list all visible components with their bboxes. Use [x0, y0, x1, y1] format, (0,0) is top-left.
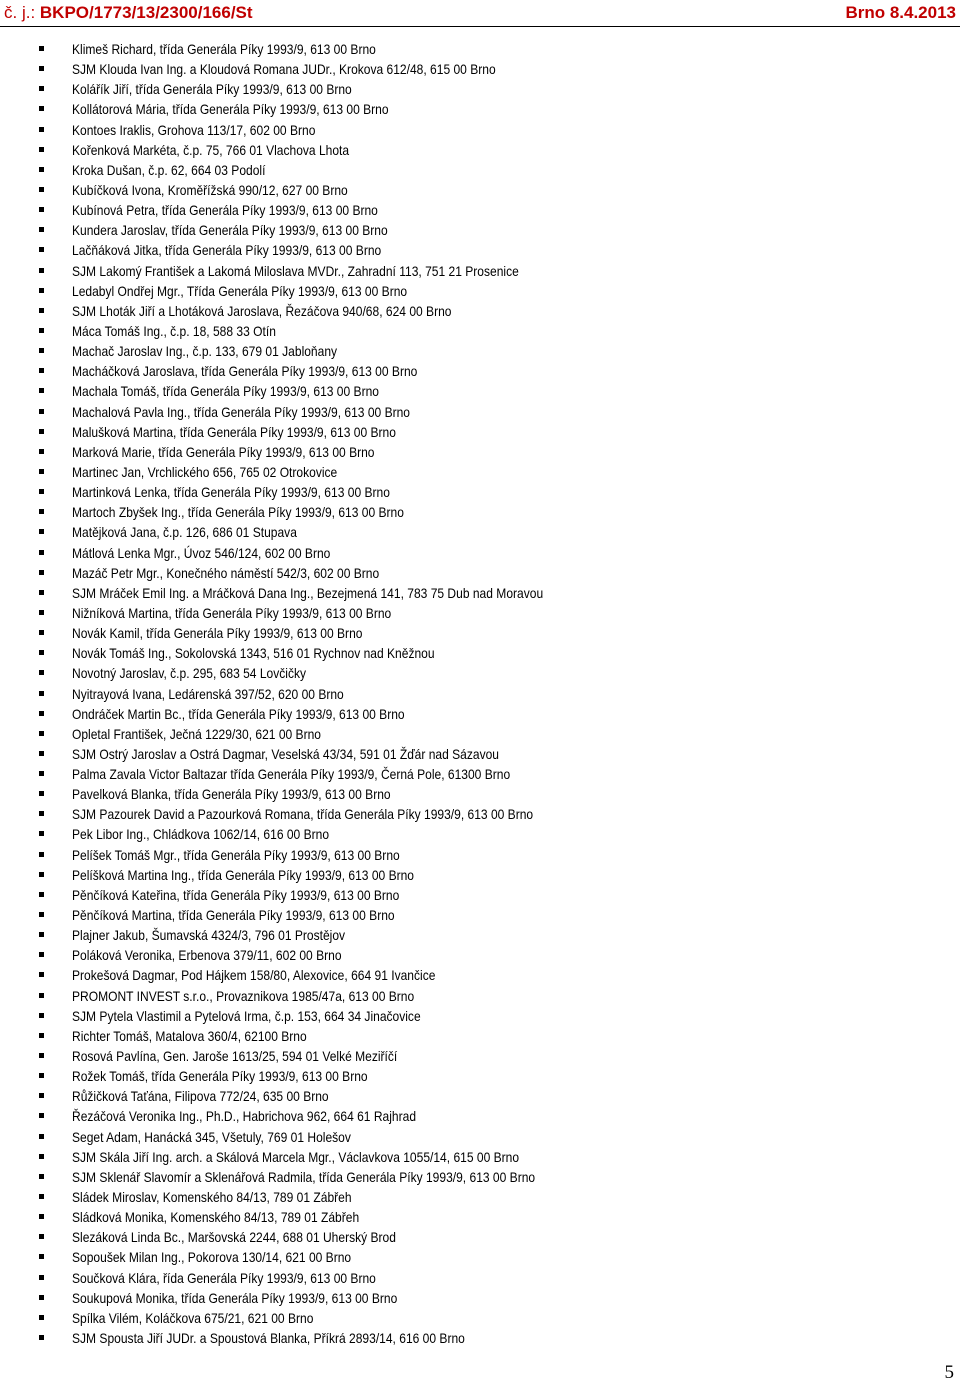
list-item — [0, 1288, 940, 1308]
list-item-text: Pěnčíková Martina, třída Generála Píky 1993/9, 613 00 Brno — [72, 907, 395, 924]
square-bullet-icon — [39, 892, 44, 897]
list-item-text: Macháčková Jaroslava, třída Generála Píky 1993/9, 613 00 Brno — [72, 363, 418, 380]
square-bullet-icon — [39, 650, 44, 655]
list-item-text: Novák Kamil, třída Generála Píky 1993/9, 613 00 Brno — [72, 625, 363, 642]
list-item — [0, 39, 940, 59]
list-item — [0, 764, 940, 784]
list-item-text: Ledabyl Ondřej Mgr., Třída Generála Píky 1993/9, 613 00 Brno — [72, 282, 408, 299]
list-item — [0, 744, 940, 764]
list-item — [0, 442, 940, 462]
list-item — [0, 200, 940, 220]
list-item-text: Slezáková Linda Bc., Maršovská 2244, 688 01 Uherský Brod — [72, 1229, 396, 1246]
list-item — [0, 522, 940, 542]
list-item-text: Klimeš Richard, třída Generála Píky 1993/9, 613 00 Brno — [72, 41, 376, 57]
list-item-text: Marková Marie, třída Generála Píky 1993/9, 613 00 Brno — [72, 443, 375, 460]
list-item — [0, 1247, 940, 1267]
square-bullet-icon — [39, 529, 44, 534]
list-item — [0, 1268, 940, 1288]
list-item-text: SJM Pytela Vlastimil a Pytelová Irma, č.p. 153, 664 34 Jinačovice — [72, 1007, 421, 1024]
list-item — [0, 603, 940, 623]
list-item-text: Kroka Dušan, č.p. 62, 664 03 Podolí — [72, 161, 266, 178]
square-bullet-icon — [39, 751, 44, 756]
square-bullet-icon — [39, 247, 44, 252]
square-bullet-icon — [39, 691, 44, 696]
list-item — [0, 925, 940, 945]
list-item — [0, 1086, 940, 1106]
list-item-text: SJM Mráček Emil Ing. a Mráčková Dana Ing., Bezejmená 141, 783 75 Dub nad Moravou — [72, 584, 544, 601]
list-item — [0, 804, 940, 824]
list-item-text: Plajner Jakub, Šumavská 4324/3, 796 01 Prostějov — [72, 927, 346, 944]
list-item-text: Mátlová Lenka Mgr., Úvoz 546/124, 602 00 Brno — [72, 544, 331, 561]
list-item — [0, 663, 940, 683]
square-bullet-icon — [39, 388, 44, 393]
square-bullet-icon — [39, 731, 44, 736]
page-number: 5 — [944, 1362, 954, 1383]
list-item-text: Pavelková Blanka, třída Generála Píky 1993/9, 613 00 Brno — [72, 786, 391, 803]
list-item — [0, 1227, 940, 1247]
square-bullet-icon — [39, 791, 44, 796]
list-item-text: Martinková Lenka, třída Generála Píky 1993/9, 613 00 Brno — [72, 484, 390, 501]
list-item-text: Martoch Zbyšek Ing., třída Generála Píky 1993/9, 613 00 Brno — [72, 504, 404, 521]
list-item — [0, 79, 940, 99]
list-item — [0, 1106, 940, 1126]
square-bullet-icon — [39, 127, 44, 132]
list-item-text: Součková Klára, řída Generála Píky 1993/9, 613 00 Brno — [72, 1269, 376, 1286]
list-item-text: Sládek Miroslav, Komenského 84/13, 789 01 Zábřeh — [72, 1189, 352, 1206]
list-item — [0, 160, 940, 180]
list-item — [0, 1328, 940, 1348]
square-bullet-icon — [39, 1234, 44, 1239]
square-bullet-icon — [39, 1214, 44, 1219]
list-item-text: Sopoušek Milan Ing., Pokorova 130/14, 621 00 Brno — [72, 1249, 352, 1266]
list-item — [0, 845, 940, 865]
square-bullet-icon — [39, 610, 44, 615]
list-item — [0, 784, 940, 804]
square-bullet-icon — [39, 1073, 44, 1078]
square-bullet-icon — [39, 852, 44, 857]
list-item — [0, 1046, 940, 1066]
list-item — [0, 583, 940, 603]
list-item-text: Pelíšek Tomáš Mgr., třída Generála Píky 1993/9, 613 00 Brno — [72, 846, 400, 863]
reference-prefix: č. j.: — [4, 3, 40, 22]
list-item-text: Martinec Jan, Vrchlického 656, 765 02 Otrokovice — [72, 463, 338, 480]
list-item — [0, 865, 940, 885]
list-item-text: Máca Tomáš Ing., č.p. 18, 588 33 Otín — [72, 322, 276, 339]
list-item-text: Pek Libor Ing., Chládkova 1062/14, 616 00 Brno — [72, 826, 330, 843]
list-item-text: PROMONT INVEST s.r.o., Provaznikova 1985/47a, 613 00 Brno — [72, 987, 415, 1004]
square-bullet-icon — [39, 1134, 44, 1139]
list-item-text: Nyitrayová Ivana, Ledárenská 397/52, 620 00 Brno — [72, 685, 344, 702]
square-bullet-icon — [39, 912, 44, 917]
list-item — [0, 261, 940, 281]
list-item — [0, 1127, 940, 1147]
page-header — [0, 0, 960, 26]
square-bullet-icon — [39, 1013, 44, 1018]
list-item-text: Řezáčová Veronika Ing., Ph.D., Habrichova 962, 664 61 Rajhrad — [72, 1108, 417, 1125]
square-bullet-icon — [39, 409, 44, 414]
list-item-text: Kořenková Markéta, č.p. 75, 766 01 Vlachova Lhota — [72, 141, 350, 158]
list-item-text: Spílka Vilém, Koláčkova 675/21, 621 00 Brno — [72, 1309, 314, 1326]
list-item — [0, 240, 940, 260]
list-item-text: Opletal František, Ječná 1229/30, 621 00 Brno — [72, 725, 321, 742]
list-item — [0, 623, 940, 643]
square-bullet-icon — [39, 489, 44, 494]
list-item-text: Kollátorová Mária, třída Generála Píky 1993/9, 613 00 Brno — [72, 101, 389, 118]
list-item-text: Machalová Pavla Ing., třída Generála Píky 1993/9, 613 00 Brno — [72, 403, 411, 420]
square-bullet-icon — [39, 1033, 44, 1038]
square-bullet-icon — [39, 348, 44, 353]
list-item-text: Kubíčková Ivona, Kroměřížská 990/12, 627 00 Brno — [72, 181, 348, 198]
header-divider — [0, 26, 960, 27]
list-item-text: Kontoes Iraklis, Grohova 113/17, 602 00 Brno — [72, 121, 316, 138]
list-item — [0, 1207, 940, 1227]
list-item — [0, 563, 940, 583]
list-item-text: Richter Tomáš, Matalova 360/4, 62100 Brno — [72, 1027, 307, 1044]
list-item — [0, 965, 940, 985]
square-bullet-icon — [39, 66, 44, 71]
square-bullet-icon — [39, 106, 44, 111]
square-bullet-icon — [39, 831, 44, 836]
list-item — [0, 1167, 940, 1187]
list-item-text: SJM Lhoták Jiří a Lhotáková Jaroslava, Řezáčova 940/68, 624 00 Brno — [72, 302, 452, 319]
list-item — [0, 643, 940, 663]
list-item — [0, 99, 940, 119]
square-bullet-icon — [39, 1113, 44, 1118]
list-item — [0, 321, 940, 341]
list-item — [0, 502, 940, 522]
square-bullet-icon — [39, 811, 44, 816]
list-item-text: Pelíšková Martina Ing., třída Generála Píky 1993/9, 613 00 Brno — [72, 866, 415, 883]
square-bullet-icon — [39, 1053, 44, 1058]
list-item-text: Růžičková Taťána, Filipova 772/24, 635 00 Brno — [72, 1088, 329, 1105]
list-item — [0, 1308, 940, 1328]
list-item — [0, 1066, 940, 1086]
list-item — [0, 905, 940, 925]
list-item-text: Prokešová Dagmar, Pod Hájkem 158/80, Alexovice, 664 91 Ivančice — [72, 967, 436, 984]
list-item-text: SJM Lakomý František a Lakomá Miloslava MVDr., Zahradní 113, 751 21 Prosenice — [72, 262, 519, 279]
reference-code: BKPO/1773/13/2300/166/St — [39, 3, 253, 22]
list-item — [0, 180, 940, 200]
list-item — [0, 301, 940, 321]
list-item — [0, 140, 940, 160]
list-item-text: SJM Pazourek David a Pazourková Romana, třída Generála Píky 1993/9, 613 00 Brno — [72, 806, 534, 823]
square-bullet-icon — [39, 308, 44, 313]
reference-number — [4, 3, 253, 23]
square-bullet-icon — [39, 268, 44, 273]
square-bullet-icon — [39, 1154, 44, 1159]
list-item — [0, 543, 940, 563]
square-bullet-icon — [39, 46, 44, 51]
list-item — [0, 120, 940, 140]
list-item-text: Sládková Monika, Komenského 84/13, 789 01 Zábřeh — [72, 1209, 360, 1226]
list-item — [0, 361, 940, 381]
square-bullet-icon — [39, 429, 44, 434]
square-bullet-icon — [39, 1335, 44, 1340]
square-bullet-icon — [39, 1174, 44, 1179]
list-item-text: Malušková Martina, třída Generála Píky 1993/9, 613 00 Brno — [72, 423, 396, 440]
list-item — [0, 824, 940, 844]
recipient-list — [0, 39, 940, 1348]
list-item-text: Machala Tomáš, třída Generála Píky 1993/9, 613 00 Brno — [72, 383, 379, 400]
square-bullet-icon — [39, 328, 44, 333]
square-bullet-icon — [39, 872, 44, 877]
list-item-text: SJM Ostrý Jaroslav a Ostrá Dagmar, Veselská 43/34, 591 01 Žďár nad Sázavou — [72, 745, 500, 762]
list-item — [0, 341, 940, 361]
square-bullet-icon — [39, 670, 44, 675]
square-bullet-icon — [39, 187, 44, 192]
square-bullet-icon — [39, 147, 44, 152]
list-item — [0, 281, 940, 301]
square-bullet-icon — [39, 368, 44, 373]
list-item — [0, 422, 940, 442]
document-date: Brno 8.4.2013 — [845, 3, 956, 22]
list-item — [0, 462, 940, 482]
square-bullet-icon — [39, 1093, 44, 1098]
list-item-text: Novák Tomáš Ing., Sokolovská 1343, 516 01 Rychnov nad Kněžnou — [72, 645, 435, 662]
list-item-text: Rosová Pavlína, Gen. Jaroše 1613/25, 594 01 Velké Meziříčí — [72, 1048, 398, 1065]
list-item-text: Matějková Jana, č.p. 126, 686 01 Stupava — [72, 524, 297, 541]
square-bullet-icon — [39, 550, 44, 555]
list-item-text: Poláková Veronika, Erbenova 379/11, 602 00 Brno — [72, 947, 342, 964]
square-bullet-icon — [39, 288, 44, 293]
list-item-text: Rožek Tomáš, třída Generála Píky 1993/9, 613 00 Brno — [72, 1068, 368, 1085]
list-item-text: Kolářík Jiří, třída Generála Píky 1993/9, 613 00 Brno — [72, 81, 352, 98]
square-bullet-icon — [39, 570, 44, 575]
square-bullet-icon — [39, 449, 44, 454]
list-item-text: Kundera Jaroslav, třída Generála Píky 1993/9, 613 00 Brno — [72, 222, 388, 239]
list-item — [0, 1187, 940, 1207]
list-item — [0, 59, 940, 79]
list-item-text: Machač Jaroslav Ing., č.p. 133, 679 01 Jabloňany — [72, 343, 338, 360]
square-bullet-icon — [39, 1194, 44, 1199]
square-bullet-icon — [39, 1275, 44, 1280]
square-bullet-icon — [39, 711, 44, 716]
list-item — [0, 684, 940, 704]
list-item — [0, 986, 940, 1006]
list-item — [0, 1006, 940, 1026]
list-item-text: Pěnčíková Kateřina, třída Generála Píky 1993/9, 613 00 Brno — [72, 886, 400, 903]
list-item — [0, 704, 940, 724]
list-item — [0, 220, 940, 240]
square-bullet-icon — [39, 932, 44, 937]
list-item — [0, 724, 940, 744]
list-item-text: SJM Sklenář Slavomír a Sklenářová Radmila, třída Generála Píky 1993/9, 613 00 Brno — [72, 1168, 536, 1185]
list-item — [0, 1147, 940, 1167]
list-item-text: Kubínová Petra, třída Generála Píky 1993/9, 613 00 Brno — [72, 202, 378, 219]
square-bullet-icon — [39, 630, 44, 635]
square-bullet-icon — [39, 590, 44, 595]
square-bullet-icon — [39, 509, 44, 514]
list-item — [0, 381, 940, 401]
list-item-text: Ondráček Martin Bc., třída Generála Píky 1993/9, 613 00 Brno — [72, 705, 405, 722]
list-item-text: SJM Klouda Ivan Ing. a Kloudová Romana JUDr., Krokova 612/48, 615 00 Brno — [72, 61, 496, 78]
square-bullet-icon — [39, 167, 44, 172]
list-item-text: Lačňáková Jitka, třída Generála Píky 1993/9, 613 00 Brno — [72, 242, 382, 259]
square-bullet-icon — [39, 1295, 44, 1300]
list-item — [0, 482, 940, 502]
list-item-text: SJM Skála Jiří Ing. arch. a Skálová Marcela Mgr., Václavkova 1055/14, 615 00 Brno — [72, 1148, 520, 1165]
square-bullet-icon — [39, 771, 44, 776]
square-bullet-icon — [39, 1315, 44, 1320]
list-item-text: Novotný Jaroslav, č.p. 295, 683 54 Lovčičky — [72, 665, 307, 682]
list-item-text: Soukupová Monika, třída Generála Píky 1993/9, 613 00 Brno — [72, 1289, 398, 1306]
square-bullet-icon — [39, 972, 44, 977]
square-bullet-icon — [39, 469, 44, 474]
square-bullet-icon — [39, 86, 44, 91]
square-bullet-icon — [39, 207, 44, 212]
square-bullet-icon — [39, 1254, 44, 1259]
list-item-text: SJM Spousta Jiří JUDr. a Spoustová Blanka, Příkrá 2893/14, 616 00 Brno — [72, 1330, 465, 1346]
list-item — [0, 1026, 940, 1046]
square-bullet-icon — [39, 227, 44, 232]
list-item-text: Mazáč Petr Mgr., Konečného náměstí 542/3, 602 00 Brno — [72, 564, 380, 581]
list-item-text: Seget Adam, Hanácká 345, Všetuly, 769 01 Holešov — [72, 1128, 351, 1145]
list-item — [0, 885, 940, 905]
square-bullet-icon — [39, 952, 44, 957]
list-item-text: Palma Zavala Victor Baltazar třída Generála Píky 1993/9, Černá Pole, 61300 Brno — [72, 766, 511, 783]
list-item — [0, 402, 940, 422]
list-item — [0, 945, 940, 965]
square-bullet-icon — [39, 993, 44, 998]
list-item-text: Nižníková Martina, třída Generála Píky 1993/9, 613 00 Brno — [72, 604, 392, 621]
